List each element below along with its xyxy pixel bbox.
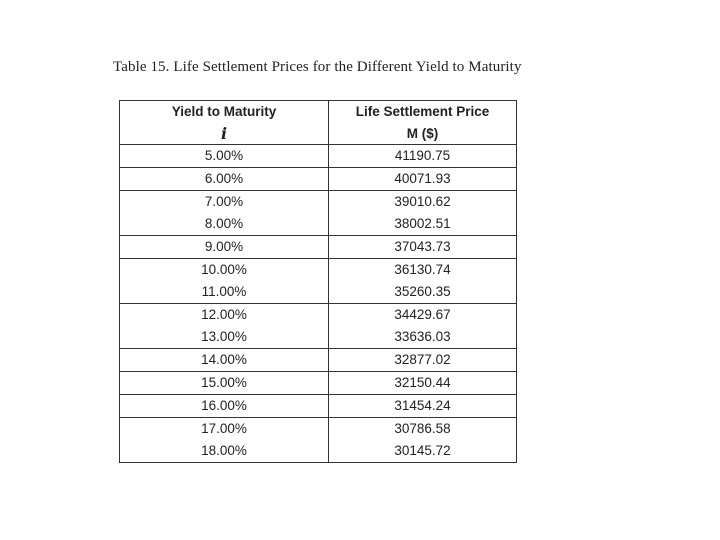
- table-row: [120, 168, 517, 191]
- price-cell: 33636.03: [329, 326, 517, 349]
- yield-cell: 5.00%: [120, 145, 329, 168]
- price-cell: 37043.73: [329, 236, 517, 259]
- yield-cell: 11.00%: [120, 281, 329, 304]
- table-caption: Table 15. Life Settlement Prices for the Different Yield to Maturity: [113, 59, 522, 75]
- price-cell: 34429.67: [329, 304, 517, 327]
- table-row: [120, 395, 517, 418]
- price-cell: 30145.72: [329, 440, 517, 463]
- yield-cell: 6.00%: [120, 168, 329, 191]
- price-cell: 30786.58: [329, 418, 517, 441]
- table-header-row: [120, 101, 517, 124]
- price-cell: 32877.02: [329, 349, 517, 372]
- table-row: [120, 191, 517, 214]
- price-cell: 31454.24: [329, 395, 517, 418]
- table-row: [120, 236, 517, 259]
- table-row: [120, 326, 517, 349]
- price-cell: 39010.62: [329, 191, 517, 214]
- table-header-symbol-row: [120, 123, 517, 145]
- table-row: [120, 213, 517, 236]
- table-row: [120, 304, 517, 327]
- yield-cell: 14.00%: [120, 349, 329, 372]
- header-price-unit: M ($): [329, 123, 517, 145]
- table-row: [120, 259, 517, 282]
- table-row: [120, 440, 517, 463]
- header-life-settlement-price: Life Settlement Price: [329, 101, 517, 124]
- yield-cell: 17.00%: [120, 418, 329, 441]
- table-row: [120, 372, 517, 395]
- price-cell: 38002.51: [329, 213, 517, 236]
- yield-cell: 16.00%: [120, 395, 329, 418]
- table-row: [120, 145, 517, 168]
- header-yield-to-maturity: Yield to Maturity: [120, 101, 329, 124]
- price-cell: 36130.74: [329, 259, 517, 282]
- yield-cell: 15.00%: [120, 372, 329, 395]
- table-body: [120, 145, 517, 463]
- header-yield-symbol: i: [120, 123, 329, 145]
- yield-cell: 12.00%: [120, 304, 329, 327]
- yield-cell: 13.00%: [120, 326, 329, 349]
- table-row: [120, 349, 517, 372]
- price-cell: 41190.75: [329, 145, 517, 168]
- life-settlement-table: [119, 100, 517, 463]
- table-row: [120, 281, 517, 304]
- table-row: [120, 418, 517, 441]
- yield-cell: 10.00%: [120, 259, 329, 282]
- yield-cell: 18.00%: [120, 440, 329, 463]
- yield-cell: 8.00%: [120, 213, 329, 236]
- yield-cell: 9.00%: [120, 236, 329, 259]
- yield-cell: 7.00%: [120, 191, 329, 214]
- price-cell: 40071.93: [329, 168, 517, 191]
- price-cell: 32150.44: [329, 372, 517, 395]
- price-cell: 35260.35: [329, 281, 517, 304]
